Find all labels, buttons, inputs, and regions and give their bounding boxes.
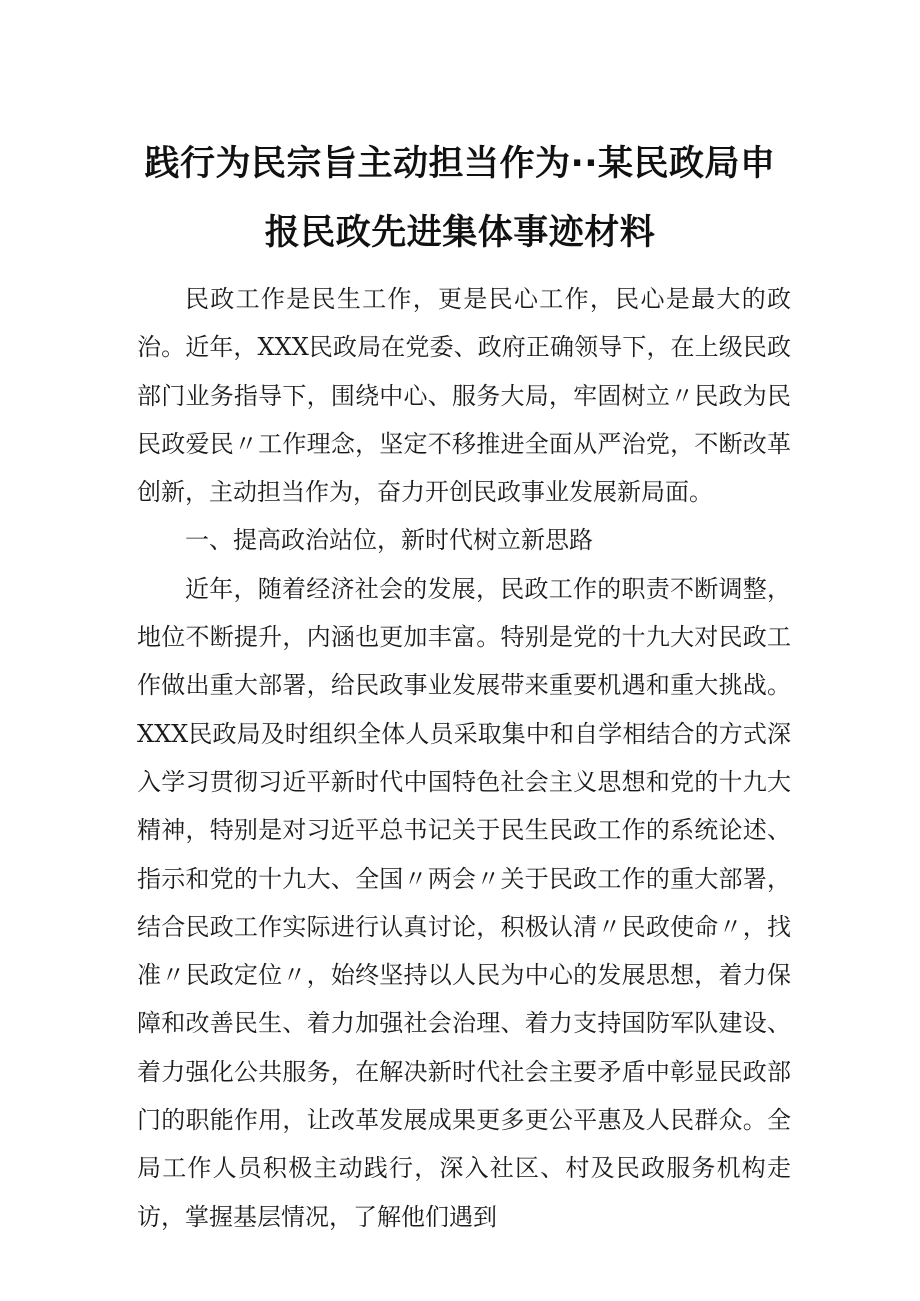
paragraph-intro: 民政工作是民生工作，更是民心工作，民心是最大的政治。近年，XXX民政局在党委、政府正确领导下，在上级民政部门业务指导下，围绕中心、服务大局，牢固树立〃民政为民民政爱民〃工作理念，坚定不移推进全面从严治党，不断改革创新，主动担当作为，奋力开创民政事业发展新局面。: [137, 285, 791, 507]
document-title-line-1: 践行为民宗旨主动担当作为··某民政局申: [144, 144, 776, 184]
document-title-line-2: 报民政先进集体事迹材料: [264, 213, 656, 253]
document-body: [137, 275, 791, 1241]
paragraph-section-1: 近年，随着经济社会的发展，民政工作的职责不断调整，地位不断提升，内涵也更加丰富。特别是党的十九大对民政工作做出重大部署，给民政事业发展带来重要机遇和重大挑战。XXX民政局及时组织全体人员采取集中和自学相结合的方式深入学习贯彻习近平新时代中国特色社会主义思想和党的十九大精神，特别是对习近平总书记关于民生民政工作的系统论述、指示和党的十九大、全国〃两会〃关于民政工作的重大部署，结合民政工作实际进行认真讨论，积极认清〃民政使命〃，找准〃民政定位〃，始终坚持以人民为中心的发展思想，着力保障和改善民生、着力加强社会治理、着力支持国防军队建设、着力强化公共服务，在解决新时代社会主要矛盾中彰显民政部门的职能作用，让改革发展成果更多更公平惠及人民群众。全局工作人员积极主动践行，深入社区、村及民政服务机构走访，掌握基层情况，了解他们遇到: [137, 574, 791, 1231]
section-heading-1: 一、提高政治站位，新时代树立新思路: [185, 526, 593, 555]
